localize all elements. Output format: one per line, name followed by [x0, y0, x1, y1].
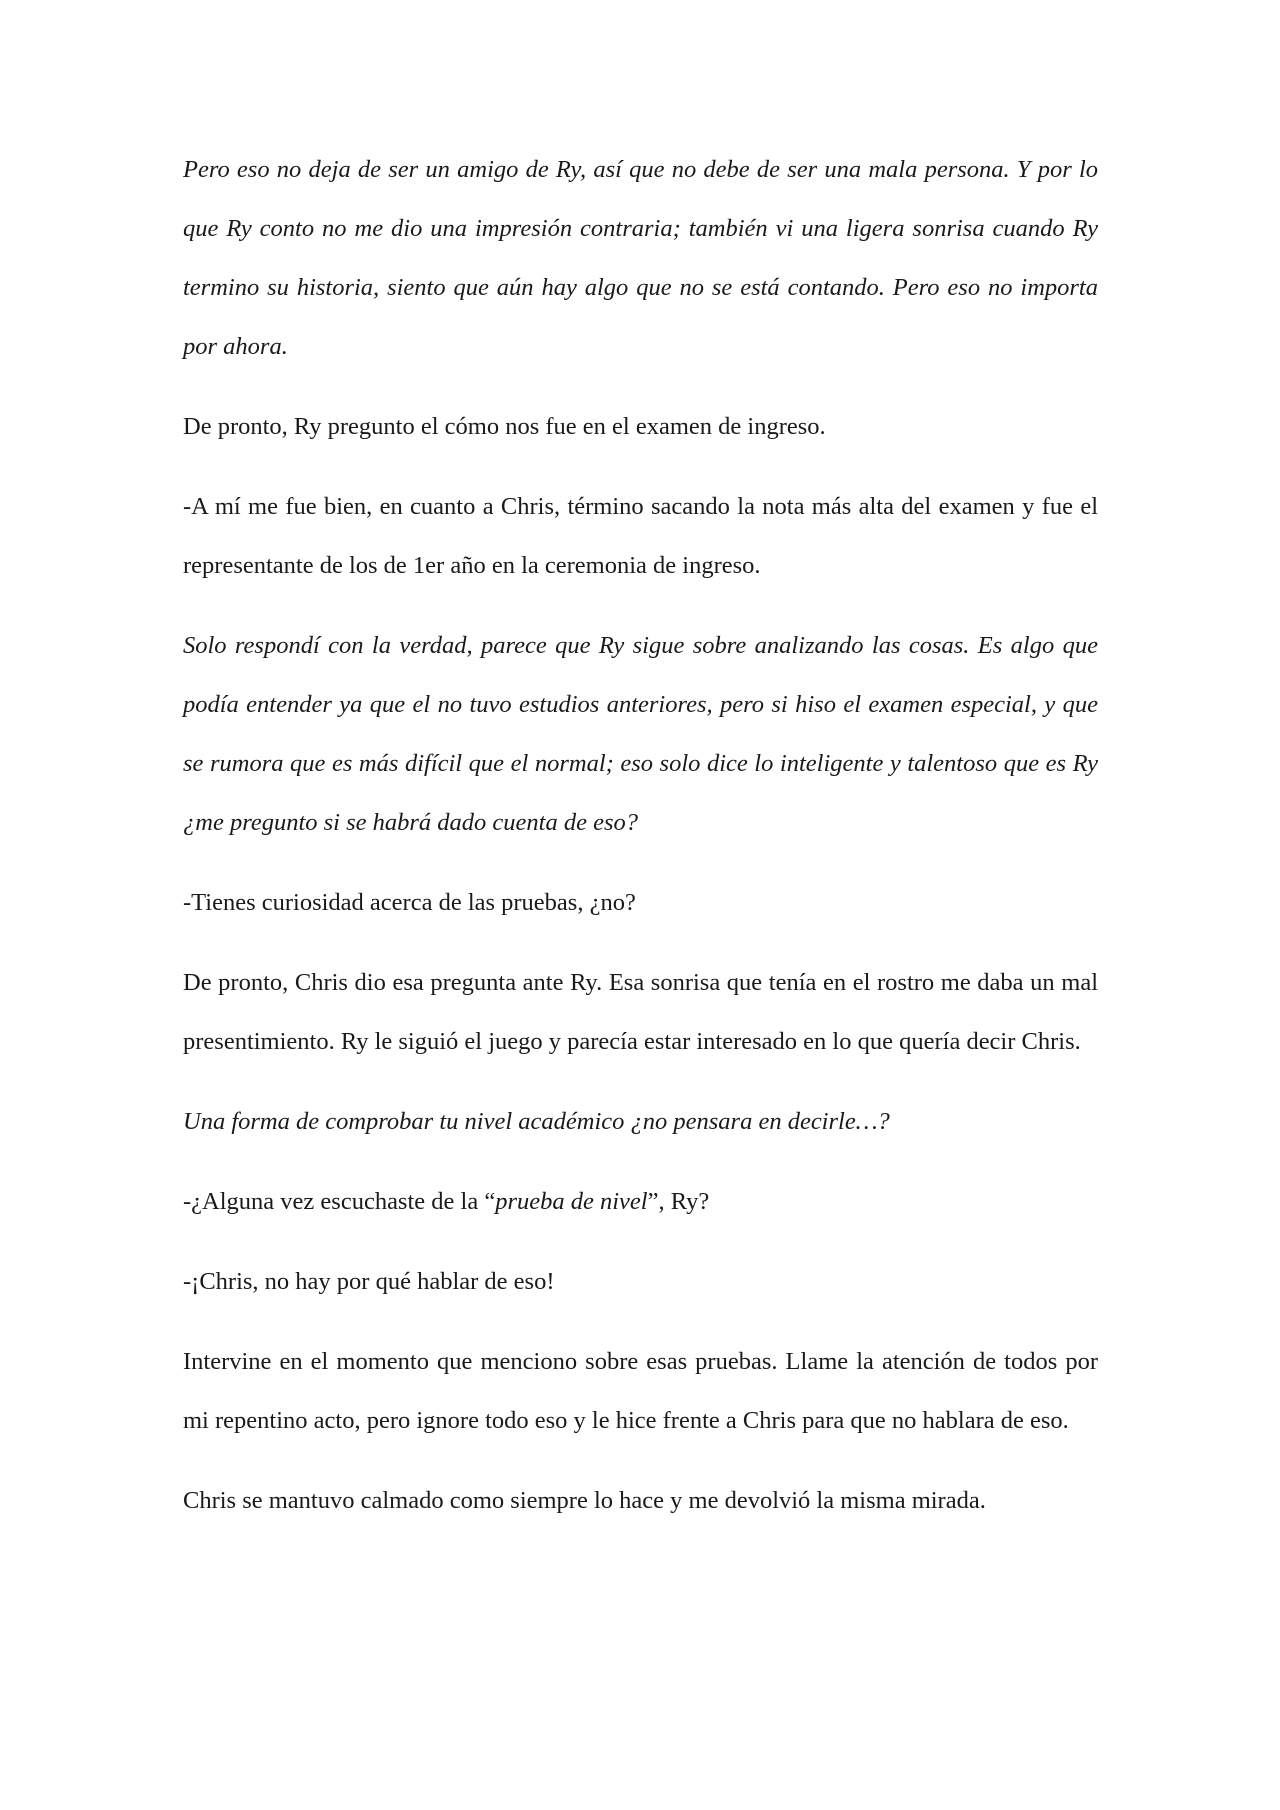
dialogue-text: -¿Alguna vez escuchaste de la “ [183, 1188, 496, 1215]
emphasized-term: prueba de nivel [495, 1188, 648, 1215]
dialogue-text: ”, Ry? [647, 1188, 710, 1215]
inner-thought-paragraph: Una forma de comprobar tu nivel académico ¿no pensara en decirle…? [183, 1108, 890, 1135]
inner-thought-paragraph: Pero eso no deja de ser un amigo de Ry, así que no debe de ser una mala persona. Y por lo que Ry conto no me dio una impresión contraria; también vi una ligera sonrisa cuando Ry termino su historia, siento que aún hay algo que no se está contando. Pero eso no importa por ahora. [183, 156, 1098, 360]
dialogue-paragraph: -A mí me fue bien, en cuanto a Chris, término sacando la nota más alta del examen y fue el representante de los de 1er año en la ceremonia de ingreso. [183, 493, 1098, 579]
narration-paragraph: Chris se mantuvo calmado como siempre lo hace y me devolvió la misma mirada. [183, 1487, 986, 1514]
dialogue-paragraph [183, 1172, 1098, 1231]
narration-paragraph: De pronto, Chris dio esa pregunta ante Ry. Esa sonrisa que tenía en el rostro me daba un mal presentimiento. Ry le siguió el juego y parecía estar interesado en lo que quería decir Chris. [183, 969, 1098, 1055]
inner-thought-paragraph: Solo respondí con la verdad, parece que Ry sigue sobre analizando las cosas. Es algo que podía entender ya que el no tuvo estudios anteriores, pero si hiso el examen especial, y que se rumora que es más difícil que el normal; eso solo dice lo inteligente y talentoso que es Ry ¿me pregunto si se habrá dado cuenta de eso? [183, 632, 1098, 836]
narration-paragraph: Intervine en el momento que menciono sobre esas pruebas. Llame la atención de todos por mi repentino acto, pero ignore todo eso y le hice frente a Chris para que no hablara de eso. [183, 1348, 1098, 1434]
dialogue-paragraph: -¡Chris, no hay por qué hablar de eso! [183, 1268, 555, 1295]
narration-paragraph: De pronto, Ry pregunto el cómo nos fue en el examen de ingreso. [183, 413, 826, 440]
document-page [183, 140, 1098, 1551]
dialogue-paragraph: -Tienes curiosidad acerca de las pruebas, ¿no? [183, 889, 636, 916]
